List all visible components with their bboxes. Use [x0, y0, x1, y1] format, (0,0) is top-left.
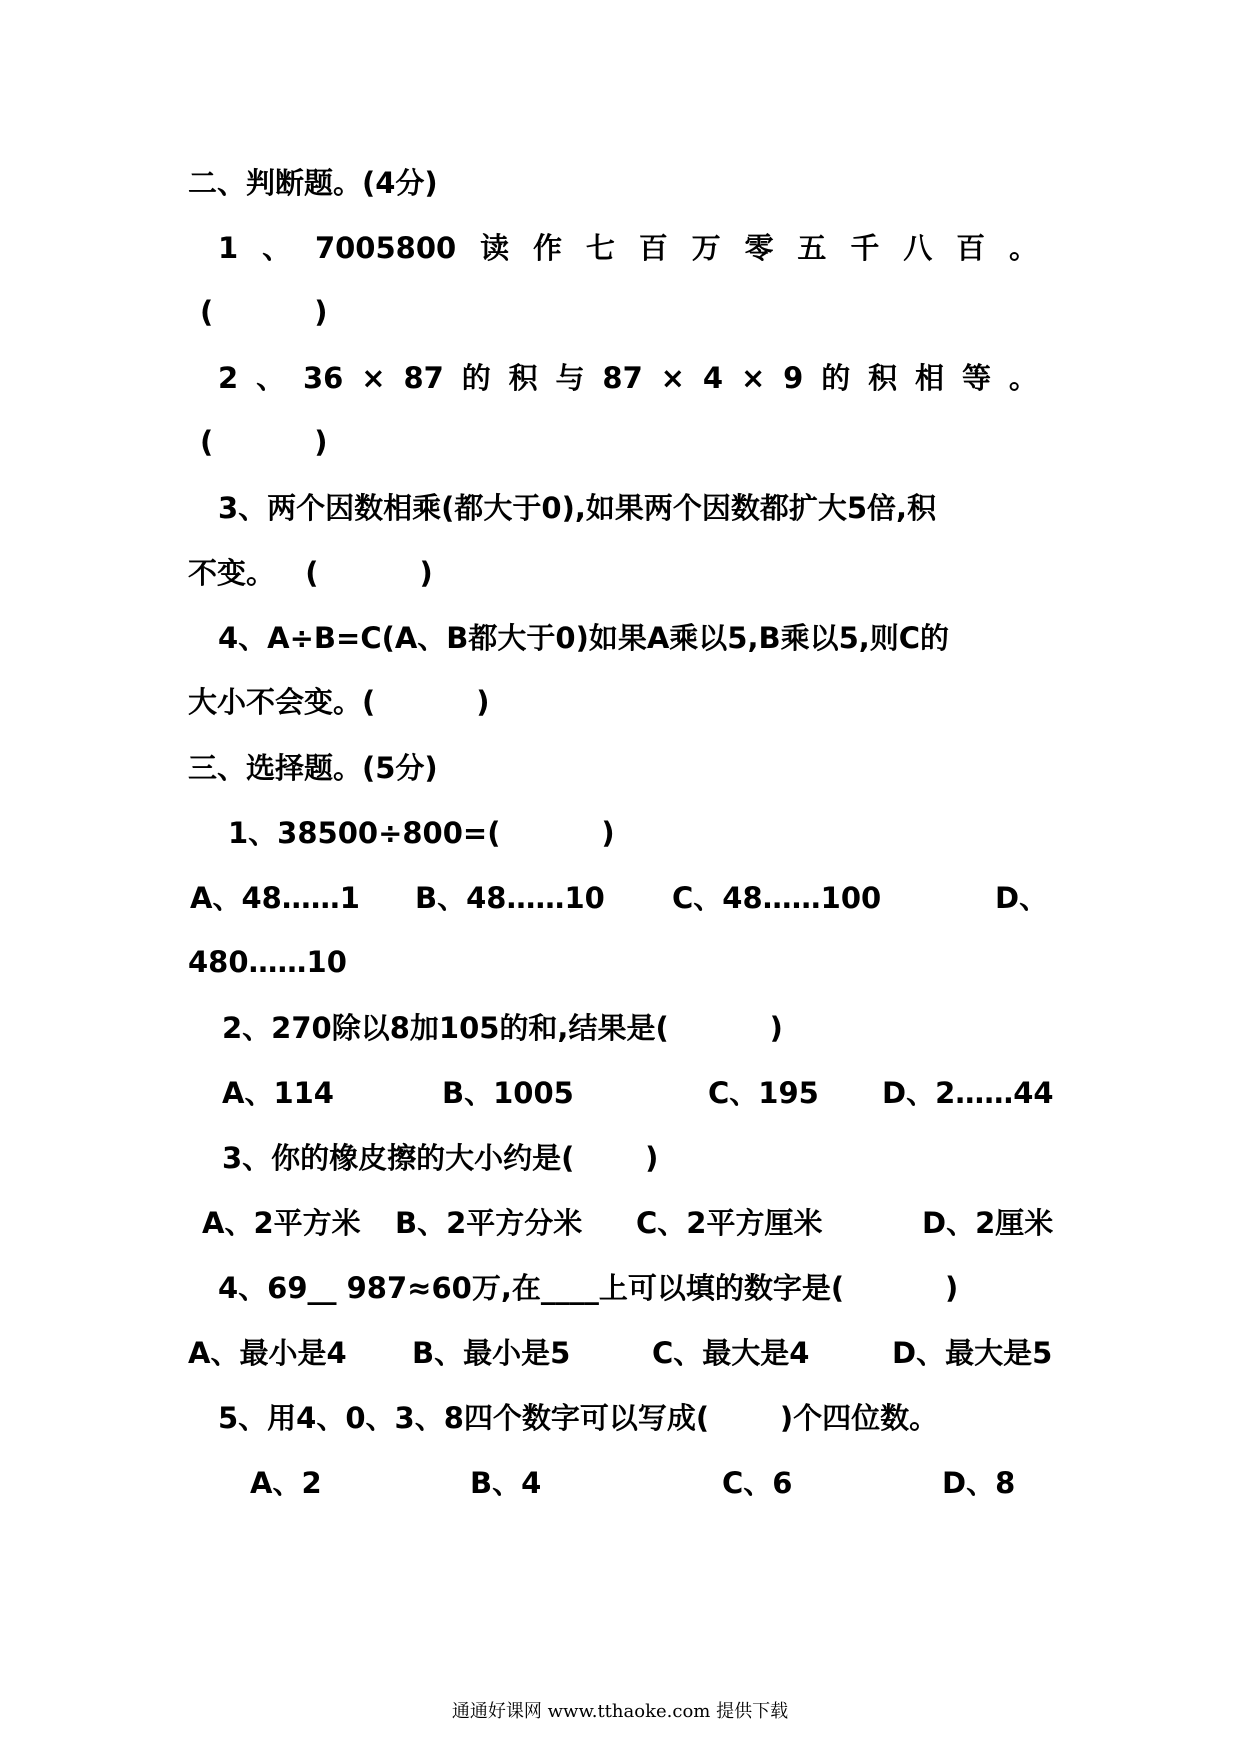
section3-title: 三、选择题。(5分) [188, 751, 438, 785]
s3-q4-option-d: D、最大是5 [892, 1336, 1053, 1370]
statement-token: 。 [1008, 361, 1038, 395]
statement-token: 2 [218, 361, 239, 395]
s3-q2-option-a: A、114 [222, 1076, 334, 1110]
s3-q1-option-d: D、 [995, 881, 1049, 915]
q4-statement-line1: 4、A÷B=C(A、B都大于0)如果A乘以5,B乘以5,则C的 [218, 621, 950, 655]
statement-token: 万 [691, 231, 721, 265]
statement-token: 积 [868, 361, 898, 395]
s3-q3-option-d: D、2厘米 [922, 1206, 1054, 1240]
statement-token: 1 [218, 231, 239, 265]
statement-token: 八 [903, 231, 933, 265]
s3-q2-statement: 2、270除以8加105的和,结果是( ) [222, 1011, 783, 1045]
s3-q4-option-a: A、最小是4 [188, 1336, 347, 1370]
s3-q2-option-c: C、195 [708, 1076, 819, 1110]
statement-token: 读 [480, 231, 510, 265]
q3-statement-line2: 不变。 ( ) [188, 556, 433, 590]
s3-q3-option-a: A、2平方米 [202, 1206, 361, 1240]
statement-token: 4 [702, 361, 724, 395]
s3-q3-statement: 3、你的橡皮擦的大小约是( ) [222, 1141, 659, 1175]
s3-q5-option-c: C、6 [722, 1466, 793, 1500]
s3-q4-option-b: B、最小是5 [412, 1336, 571, 1370]
statement-token: 87 [602, 361, 643, 395]
statement-token: 的 [821, 361, 851, 395]
q3-statement-line1: 3、两个因数相乘(都大于0),如果两个因数都扩大5倍,积 [218, 491, 937, 525]
statement-token: × [660, 361, 685, 395]
s3-q4-statement: 4、69__ 987≈60万,在____上可以填的数字是( ) [218, 1271, 959, 1305]
s3-q5-options [0, 1465, 1240, 1501]
s3-q1-statement: 1、38500÷800=( ) [228, 816, 615, 850]
q4-statement-line2: 大小不会变。( ) [188, 685, 490, 719]
s3-q1-option-a: A、48……1 [190, 881, 360, 915]
q2-statement [218, 360, 1038, 396]
footer-text: 通通好课网 www.tthaoke.com 提供下载 [451, 1701, 789, 1722]
statement-token: 积 [508, 361, 538, 395]
s3-q3-option-c: C、2平方厘米 [636, 1206, 823, 1240]
statement-token: 零 [744, 231, 774, 265]
s3-q5-statement: 5、用4、0、3、8四个数字可以写成( )个四位数。 [218, 1401, 939, 1435]
statement-token: 千 [850, 231, 880, 265]
statement-token: × [740, 361, 766, 395]
q1-statement [218, 230, 1038, 266]
statement-token: 。 [1008, 231, 1038, 265]
s3-q3-option-b: B、2平方分米 [395, 1206, 583, 1240]
statement-token: 与 [555, 361, 585, 395]
statement-token: 作 [532, 231, 562, 265]
s3-q3-options [0, 1205, 1240, 1241]
statement-token: × [361, 361, 386, 395]
statement-token: 七 [585, 231, 615, 265]
statement-token: 87 [403, 361, 444, 395]
statement-token: 相 [915, 361, 945, 395]
statement-token: 百 [956, 231, 986, 265]
statement-token: 36 [302, 361, 344, 395]
s3-q1-option-d-continued: 480……10 [188, 945, 347, 979]
s3-q1-options [0, 880, 1240, 916]
section2-title: 二、判断题。(4分) [188, 166, 438, 200]
statement-token: 五 [797, 231, 827, 265]
s3-q2-options [0, 1075, 1240, 1111]
statement-token: 百 [638, 231, 668, 265]
s3-q1-option-b: B、48……10 [415, 881, 605, 915]
q1-answer-paren: ( ) [200, 295, 328, 329]
s3-q2-option-b: B、1005 [442, 1076, 574, 1110]
s3-q5-option-d: D、8 [942, 1466, 1016, 1500]
q2-answer-paren: ( ) [200, 425, 328, 459]
statement-token: 7005800 [314, 231, 457, 265]
s3-q5-option-a: A、2 [250, 1466, 322, 1500]
s3-q5-option-b: B、4 [470, 1466, 542, 1500]
statement-token: 9 [783, 361, 804, 395]
s3-q2-option-d: D、2……44 [882, 1076, 1054, 1110]
statement-token: 、 [262, 231, 292, 265]
s3-q4-options [0, 1335, 1240, 1371]
statement-token: 、 [256, 361, 286, 395]
s3-q1-option-c: C、48……100 [672, 881, 882, 915]
statement-token: 等 [961, 361, 991, 395]
statement-token: 的 [461, 361, 491, 395]
s3-q4-option-c: C、最大是4 [652, 1336, 810, 1370]
